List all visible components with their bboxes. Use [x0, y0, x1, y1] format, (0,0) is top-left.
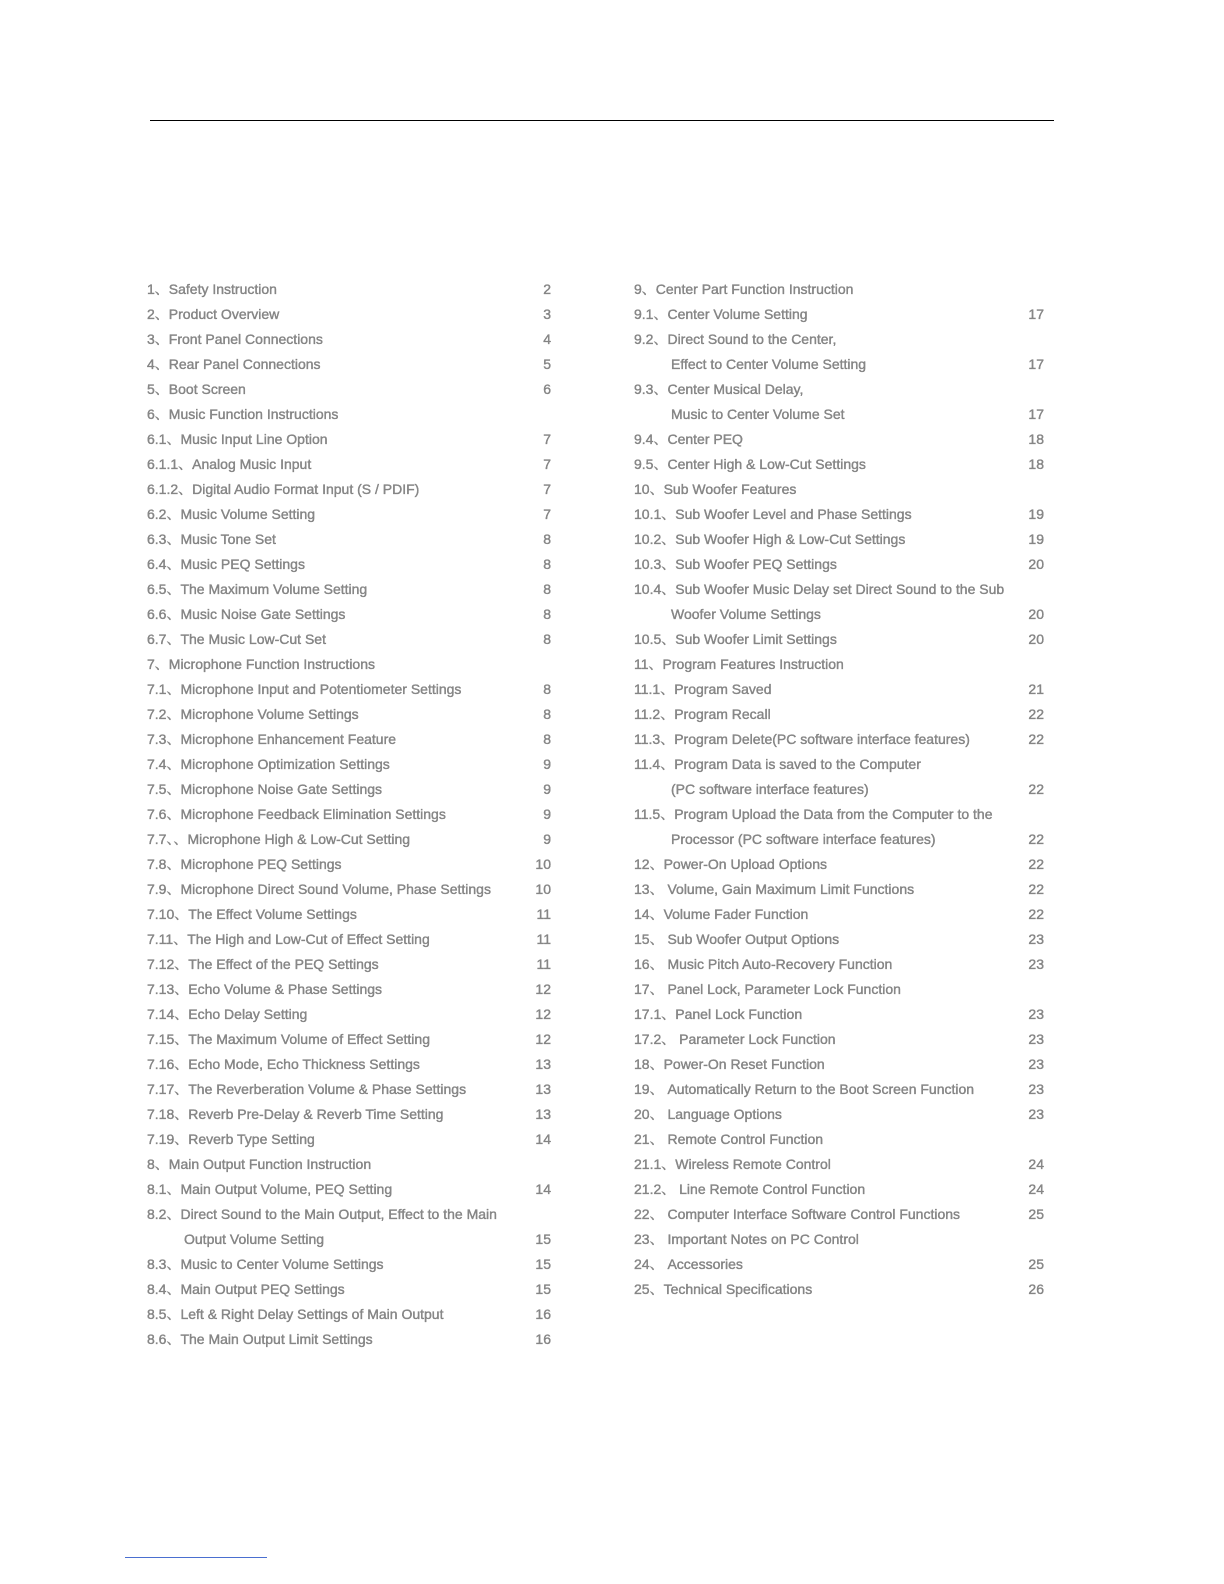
toc-entry-title: 6、Music Function Instructions — [147, 406, 339, 422]
toc-entry-page: 3 — [543, 306, 551, 322]
toc-entry-title: 6.3、Music Tone Set — [147, 531, 276, 547]
toc-entry[interactable] — [634, 627, 1044, 652]
toc-entry-title: 10.1、Sub Woofer Level and Phase Settings — [634, 506, 912, 522]
toc-entry-page: 8 — [543, 631, 551, 647]
toc-entry[interactable] — [147, 302, 551, 327]
toc-entry-page: 12 — [535, 981, 551, 997]
toc-entry[interactable] — [147, 602, 551, 627]
toc-entry[interactable] — [634, 452, 1044, 477]
toc-entry-page: 22 — [1028, 856, 1044, 872]
toc-entry-title: 8.4、Main Output PEQ Settings — [147, 1281, 345, 1297]
toc-entry-page: 8 — [543, 556, 551, 572]
toc-entry[interactable] — [147, 952, 551, 977]
toc-entry-title: 2、Product Overview — [147, 306, 280, 322]
toc-entry-title: 7.8、Microphone PEQ Settings — [147, 856, 342, 872]
toc-entry[interactable] — [634, 427, 1044, 452]
toc-entry-page: 23 — [1028, 931, 1044, 947]
toc-entry[interactable] — [634, 952, 1044, 977]
toc-entry-title: 6.1、Music Input Line Option — [147, 431, 328, 447]
toc-entry[interactable] — [147, 1227, 551, 1252]
toc-entry-title: 9、Center Part Function Instruction — [634, 281, 854, 297]
toc-entry-title: 9.1、Center Volume Setting — [634, 306, 808, 322]
toc-entry-title: 10.2、Sub Woofer High & Low-Cut Settings — [634, 531, 906, 547]
toc-entry[interactable] — [634, 602, 1044, 627]
toc-entry[interactable] — [147, 927, 551, 952]
toc-entry-title: 14、Volume Fader Function — [634, 906, 809, 922]
toc-entry-title: 18、Power-On Reset Function — [634, 1056, 825, 1072]
toc-entry-title: 17.1、Panel Lock Function — [634, 1006, 803, 1022]
toc-entry-title: 8.5、Left & Right Delay Settings of Main Output — [147, 1306, 444, 1322]
toc-entry-title: 10.3、Sub Woofer PEQ Settings — [634, 556, 837, 572]
toc-entry[interactable] — [634, 327, 1044, 352]
toc-entry-page: 22 — [1028, 706, 1044, 722]
toc-entry-page: 7 — [543, 456, 551, 472]
toc-entry[interactable] — [147, 1177, 551, 1202]
toc-entry-page: 24 — [1028, 1156, 1044, 1172]
toc-entry-page: 15 — [535, 1256, 551, 1272]
footer-link-underline — [125, 1557, 267, 1558]
toc-entry-title: 7.16、Echo Mode, Echo Thickness Settings — [147, 1056, 420, 1072]
toc-entry[interactable] — [634, 377, 1044, 402]
toc-entry[interactable] — [634, 1027, 1044, 1052]
toc-entry-page: 22 — [1028, 906, 1044, 922]
toc-entry-title: 6.5、The Maximum Volume Setting — [147, 581, 368, 597]
toc-entry[interactable] — [634, 652, 1044, 677]
toc-entry[interactable] — [147, 977, 551, 1002]
toc-entry-page: 8 — [543, 706, 551, 722]
toc-entry-page: 15 — [535, 1281, 551, 1297]
toc-entry[interactable] — [147, 502, 551, 527]
toc-entry-title: 11.4、Program Data is saved to the Computer — [634, 756, 921, 772]
toc-entry[interactable] — [634, 777, 1044, 802]
toc-entry-page: 8 — [543, 531, 551, 547]
toc-entry[interactable] — [147, 1277, 551, 1302]
toc-entry-page: 8 — [543, 581, 551, 597]
toc-entry-title: 12、Power-On Upload Options — [634, 856, 827, 872]
toc-entry-title: 17.2、 Parameter Lock Function — [634, 1031, 836, 1047]
toc-entry-title: 7.3、Microphone Enhancement Feature — [147, 731, 397, 747]
toc-entry-title: (PC software interface features) — [671, 781, 869, 797]
toc-entry-title: 6.1.1、Analog Music Input — [147, 456, 312, 472]
toc-entry-title: 20、 Language Options — [634, 1106, 782, 1122]
toc-entry-page: 10 — [535, 856, 551, 872]
toc-entry[interactable] — [147, 277, 551, 302]
toc-entry[interactable] — [634, 402, 1044, 427]
toc-entry-title: 8、Main Output Function Instruction — [147, 1156, 372, 1172]
toc-entry[interactable] — [147, 802, 551, 827]
toc-entry[interactable] — [147, 1152, 551, 1177]
toc-entry[interactable] — [147, 402, 551, 427]
toc-entry[interactable] — [634, 1277, 1044, 1302]
toc-entry-title: 7.14、Echo Delay Setting — [147, 1006, 308, 1022]
toc-entry[interactable] — [634, 1227, 1044, 1252]
toc-entry-title: 11.3、Program Delete(PC software interface features) — [634, 731, 970, 747]
toc-right-column — [634, 277, 1044, 1302]
toc-entry-title: 9.4、Center PEQ — [634, 431, 743, 447]
toc-left-column — [147, 277, 551, 1352]
toc-entry-page: 11 — [536, 931, 551, 947]
toc-entry[interactable] — [147, 827, 551, 852]
toc-entry-title: Processor (PC software interface features) — [671, 831, 936, 847]
toc-entry-page: 8 — [543, 606, 551, 622]
toc-entry-page: 23 — [1028, 1056, 1044, 1072]
toc-entry-title: 8.6、The Main Output Limit Settings — [147, 1331, 373, 1347]
toc-entry[interactable] — [634, 977, 1044, 1002]
toc-entry-title: 6.1.2、Digital Audio Format Input (S / PDIF) — [147, 481, 420, 497]
toc-entry-title: 7.13、Echo Volume & Phase Settings — [147, 981, 383, 997]
toc-entry-title: 6.7、The Music Low-Cut Set — [147, 631, 326, 647]
toc-entry[interactable] — [147, 1252, 551, 1277]
toc-entry[interactable] — [147, 577, 551, 602]
toc-entry-title: 6.2、Music Volume Setting — [147, 506, 316, 522]
toc-entry[interactable] — [147, 1202, 551, 1227]
toc-entry-title: 8.1、Main Output Volume, PEQ Setting — [147, 1181, 393, 1197]
toc-entry[interactable] — [147, 1302, 551, 1327]
toc-entry-page: 8 — [543, 731, 551, 747]
toc-entry[interactable] — [634, 352, 1044, 377]
toc-entry-title: 7.2、Microphone Volume Settings — [147, 706, 359, 722]
toc-entry-title: 10、Sub Woofer Features — [634, 481, 797, 497]
toc-entry[interactable] — [634, 677, 1044, 702]
toc-entry-page: 26 — [1028, 1281, 1044, 1297]
toc-entry-title: 7.10、The Effect Volume Settings — [147, 906, 357, 922]
toc-entry-page: 22 — [1028, 731, 1044, 747]
toc-entry-page: 22 — [1028, 881, 1044, 897]
toc-entry[interactable] — [147, 1027, 551, 1052]
toc-entry[interactable] — [147, 702, 551, 727]
toc-entry[interactable] — [147, 1052, 551, 1077]
toc-entry-title: 9.3、Center Musical Delay, — [634, 381, 804, 397]
toc-entry[interactable] — [147, 902, 551, 927]
toc-entry-title: 7.11、The High and Low-Cut of Effect Setting — [147, 931, 430, 947]
toc-entry-page: 25 — [1028, 1206, 1044, 1222]
toc-entry-title: 7.15、The Maximum Volume of Effect Setting — [147, 1031, 430, 1047]
toc-entry-title: 11.2、Program Recall — [634, 706, 771, 722]
toc-entry-title: Output Volume Setting — [184, 1231, 325, 1247]
toc-entry[interactable] — [147, 1002, 551, 1027]
toc-entry-title: Woofer Volume Settings — [671, 606, 821, 622]
toc-entry-page: 11 — [536, 906, 551, 922]
toc-entry-page: 17 — [1028, 406, 1044, 422]
toc-entry[interactable] — [634, 577, 1044, 602]
toc-entry-page: 20 — [1028, 606, 1044, 622]
toc-entry-title: 7.4、Microphone Optimization Settings — [147, 756, 390, 772]
toc-entry[interactable] — [634, 727, 1044, 752]
toc-entry-title: 21、 Remote Control Function — [634, 1131, 824, 1147]
toc-entry-page: 7 — [543, 481, 551, 497]
toc-entry-title: 7.7、、Microphone High & Low-Cut Setting — [147, 831, 411, 847]
toc-entry[interactable] — [147, 477, 551, 502]
toc-entry-page: 24 — [1028, 1181, 1044, 1197]
toc-entry[interactable] — [147, 852, 551, 877]
toc-entry-title: 13、 Volume, Gain Maximum Limit Functions — [634, 881, 915, 897]
toc-entry[interactable] — [147, 652, 551, 677]
toc-entry[interactable] — [634, 852, 1044, 877]
toc-entry-page: 16 — [535, 1331, 551, 1347]
toc-entry-title: 10.4、Sub Woofer Music Delay set Direct Sound to the Sub — [634, 581, 1005, 597]
toc-entry[interactable] — [634, 827, 1044, 852]
toc-entry[interactable] — [147, 1102, 551, 1127]
toc-entry-title: 8.2、Direct Sound to the Main Output, Effect to the Main — [147, 1206, 497, 1222]
toc-entry-page: 5 — [543, 356, 551, 372]
toc-entry-page: 16 — [535, 1306, 551, 1322]
toc-entry-title: 10.5、Sub Woofer Limit Settings — [634, 631, 837, 647]
toc-entry[interactable] — [634, 802, 1044, 827]
toc-entry-page: 23 — [1028, 1006, 1044, 1022]
toc-entry[interactable] — [634, 902, 1044, 927]
toc-entry[interactable] — [147, 377, 551, 402]
toc-entry-title: 3、Front Panel Connections — [147, 331, 323, 347]
toc-entry-title: 21.2、 Line Remote Control Function — [634, 1181, 866, 1197]
toc-entry-page: 13 — [535, 1056, 551, 1072]
toc-entry[interactable] — [634, 1127, 1044, 1152]
toc-entry[interactable] — [634, 527, 1044, 552]
toc-entry-page: 23 — [1028, 1106, 1044, 1122]
toc-entry-page: 21 — [1028, 681, 1044, 697]
toc-entry-page: 14 — [535, 1181, 551, 1197]
toc-entry-title: 7、Microphone Function Instructions — [147, 656, 375, 672]
header-rule — [150, 120, 1054, 121]
toc-entry-title: 11.5、Program Upload the Data from the Computer to the — [634, 806, 993, 822]
toc-entry-title: 5、Boot Screen — [147, 381, 246, 397]
toc-entry-title: 16、 Music Pitch Auto-Recovery Function — [634, 956, 893, 972]
toc-entry-title: 7.5、Microphone Noise Gate Settings — [147, 781, 383, 797]
toc-entry-title: 9.5、Center High & Low-Cut Settings — [634, 456, 866, 472]
toc-entry-title: 8.3、Music to Center Volume Settings — [147, 1256, 384, 1272]
toc-entry-page: 23 — [1028, 1031, 1044, 1047]
toc-entry-page: 12 — [535, 1006, 551, 1022]
toc-entry-page: 13 — [535, 1081, 551, 1097]
toc-entry[interactable] — [147, 352, 551, 377]
toc-entry[interactable] — [147, 527, 551, 552]
toc-entry-title: 9.2、Direct Sound to the Center, — [634, 331, 837, 347]
toc-entry-page: 23 — [1028, 956, 1044, 972]
toc-entry-page: 23 — [1028, 1081, 1044, 1097]
toc-entry-page: 9 — [543, 756, 551, 772]
toc-entry-title: 7.9、Microphone Direct Sound Volume, Phase Settings — [147, 881, 491, 897]
toc-entry-title: 22、 Computer Interface Software Control Functions — [634, 1206, 961, 1222]
toc-entry-page: 10 — [535, 881, 551, 897]
toc-entry[interactable] — [147, 777, 551, 802]
toc-entry-title: 6.6、Music Noise Gate Settings — [147, 606, 346, 622]
toc-entry[interactable] — [147, 752, 551, 777]
toc-entry[interactable] — [634, 1052, 1044, 1077]
toc-entry[interactable] — [634, 1102, 1044, 1127]
toc-entry-title: 7.19、Reverb Type Setting — [147, 1131, 315, 1147]
toc-entry[interactable] — [147, 727, 551, 752]
toc-entry[interactable] — [634, 1152, 1044, 1177]
toc-entry-page: 13 — [535, 1106, 551, 1122]
toc-entry-title: 24、 Accessories — [634, 1256, 743, 1272]
toc-entry[interactable] — [147, 452, 551, 477]
toc-entry-page: 2 — [543, 281, 551, 297]
toc-entry-page: 22 — [1028, 781, 1044, 797]
toc-entry-page: 19 — [1028, 506, 1044, 522]
toc-entry-page: 9 — [543, 831, 551, 847]
toc-entry-page: 15 — [535, 1231, 551, 1247]
toc-entry-title: 6.4、Music PEQ Settings — [147, 556, 305, 572]
toc-entry-page: 20 — [1028, 631, 1044, 647]
toc-entry-page: 19 — [1028, 531, 1044, 547]
toc-entry-title: 7.18、Reverb Pre-Delay & Reverb Time Setting — [147, 1106, 444, 1122]
toc-entry-title: 25、Technical Specifications — [634, 1281, 813, 1297]
toc-entry[interactable] — [634, 477, 1044, 502]
toc-entry[interactable] — [634, 1252, 1044, 1277]
toc-entry-title: 11、Program Features Instruction — [634, 656, 844, 672]
toc-entry[interactable] — [147, 627, 551, 652]
toc-entry-title: 1、Safety Instruction — [147, 281, 277, 297]
toc-entry-page: 6 — [543, 381, 551, 397]
toc-entry-title: Music to Center Volume Set — [671, 406, 845, 422]
toc-entry[interactable] — [147, 1327, 551, 1352]
toc-entry[interactable] — [634, 1002, 1044, 1027]
toc-entry-page: 17 — [1028, 356, 1044, 372]
toc-entry-title: 7.1、Microphone Input and Potentiometer Settings — [147, 681, 462, 697]
toc-entry[interactable] — [634, 552, 1044, 577]
toc-entry[interactable] — [147, 877, 551, 902]
toc-entry-title: 7.6、Microphone Feedback Elimination Settings — [147, 806, 446, 822]
toc-entry[interactable] — [147, 427, 551, 452]
toc-entry[interactable] — [634, 702, 1044, 727]
toc-entry-title: 4、Rear Panel Connections — [147, 356, 321, 372]
toc-entry-page: 14 — [535, 1131, 551, 1147]
toc-entry[interactable] — [634, 752, 1044, 777]
toc-entry-title: 15、 Sub Woofer Output Options — [634, 931, 840, 947]
toc-entry[interactable] — [634, 1177, 1044, 1202]
toc-entry-page: 18 — [1028, 456, 1044, 472]
toc-entry-page: 4 — [543, 331, 551, 347]
toc-entry[interactable] — [147, 677, 551, 702]
toc-entry[interactable] — [634, 1077, 1044, 1102]
toc-entry[interactable] — [634, 927, 1044, 952]
toc-entry-title: 7.12、The Effect of the PEQ Settings — [147, 956, 379, 972]
toc-entry[interactable] — [634, 302, 1044, 327]
toc-entry-title: 19、 Automatically Return to the Boot Screen Function — [634, 1081, 975, 1097]
toc-entry[interactable] — [147, 1077, 551, 1102]
toc-entry[interactable] — [634, 877, 1044, 902]
toc-entry-page: 17 — [1028, 306, 1044, 322]
toc-entry-page: 11 — [536, 956, 551, 972]
toc-entry-page: 22 — [1028, 831, 1044, 847]
toc-entry-page: 7 — [543, 506, 551, 522]
toc-entry-page: 9 — [543, 781, 551, 797]
toc-entry-page: 9 — [543, 806, 551, 822]
toc-entry-title: 7.17、The Reverberation Volume & Phase Settings — [147, 1081, 467, 1097]
toc-entry[interactable] — [147, 327, 551, 352]
toc-entry-title: 21.1、Wireless Remote Control — [634, 1156, 831, 1172]
toc-entry-page: 8 — [543, 681, 551, 697]
toc-entry-page: 25 — [1028, 1256, 1044, 1272]
toc-entry-title: 23、 Important Notes on PC Control — [634, 1231, 859, 1247]
toc-entry[interactable] — [634, 502, 1044, 527]
toc-entry-title: 11.1、Program Saved — [634, 681, 772, 697]
toc-entry[interactable] — [634, 1202, 1044, 1227]
toc-entry-page: 20 — [1028, 556, 1044, 572]
toc-entry-page: 12 — [535, 1031, 551, 1047]
toc-entry-title: Effect to Center Volume Setting — [671, 356, 867, 372]
toc-entry-page: 7 — [543, 431, 551, 447]
toc-entry[interactable] — [147, 1127, 551, 1152]
toc-entry[interactable] — [634, 277, 1044, 302]
toc-entry-title: 17、 Panel Lock, Parameter Lock Function — [634, 981, 901, 997]
toc-entry[interactable] — [147, 552, 551, 577]
toc-entry-page: 18 — [1028, 431, 1044, 447]
